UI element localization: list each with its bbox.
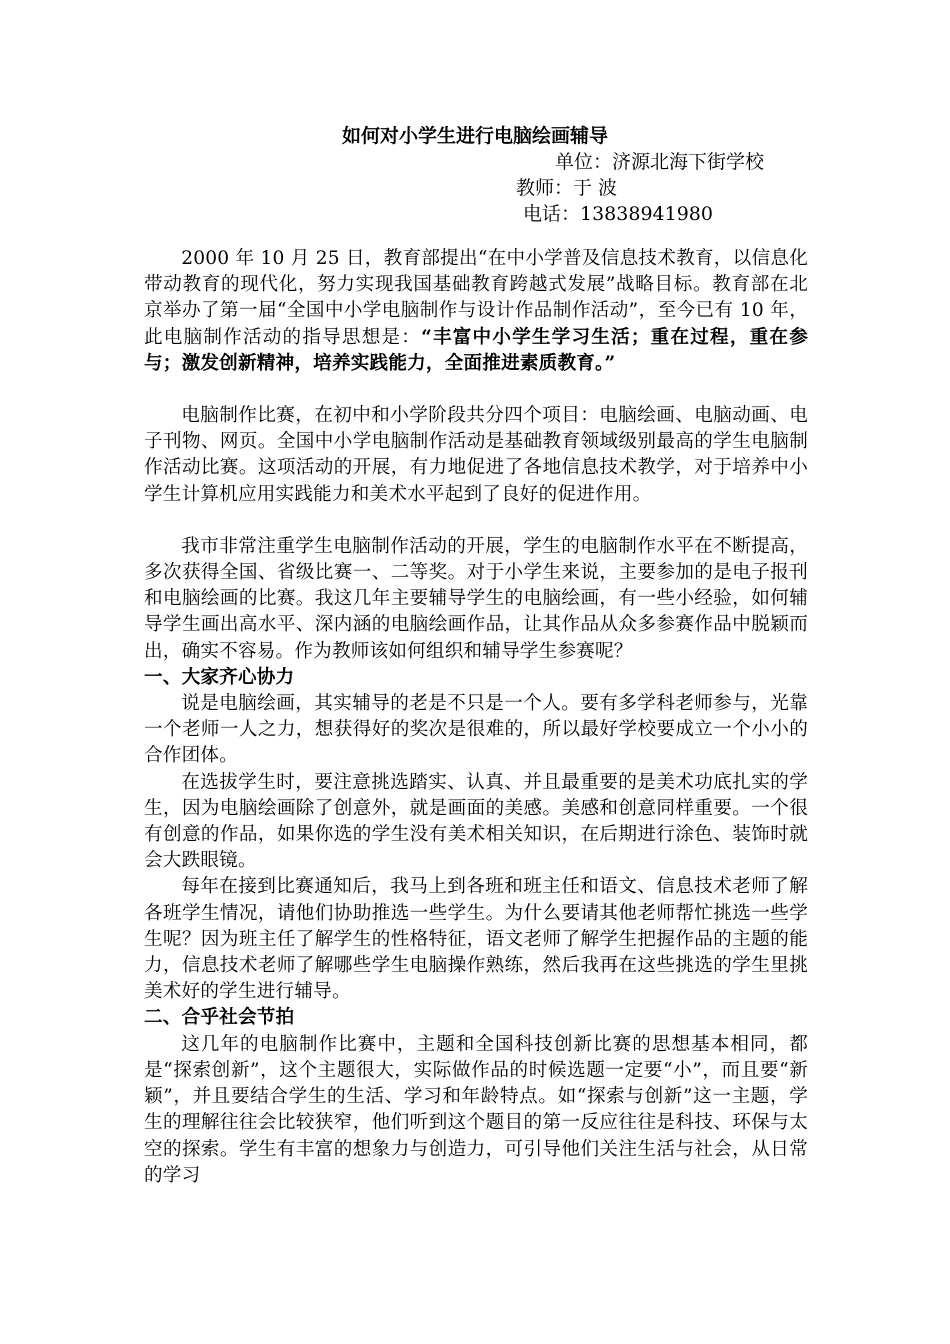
paragraph-gap — [144, 377, 808, 403]
section-heading-1: 一、大家齐心协力 — [144, 666, 295, 688]
paragraph-gap — [144, 508, 808, 534]
document-title: 如何对小学生进行电脑绘画辅导 — [341, 125, 608, 147]
author-teacher: 教师：于 波 — [516, 177, 618, 199]
section-heading-2: 二、合乎社会节拍 — [144, 1007, 295, 1029]
author-phone: 电话：13838941980 — [523, 203, 713, 225]
paragraph-selection: 在选拔学生时，要注意挑选踏实、认真、并且最重要的是美术功底扎实的学生，因为电脑绘画除了创意外，就是画面的美感。美感和创意同样重要。一个很有创意的作品，如果你选的学生没有美术相关知识，在后期进行涂色、装饰时就会大跌眼镜。 — [144, 771, 808, 872]
paragraph-competition: 电脑制作比赛，在初中和小学阶段共分四个项目：电脑绘画、电脑动画、电子刊物、网页。全国中小学电脑制作活动是基础教育领域级别最高的学生电脑制作活动比赛。这项活动的开展，有力地促进了各地信息技术教学，对于培养中小学生计算机应用实践能力和美术水平起到了良好的促进作用。 — [144, 405, 808, 505]
paragraph-intro — [144, 246, 808, 377]
guiding-principle-quote: “丰富中小学生学习生活；重在过程，重在参与；激发创新精神，培养实践能力，全面推进素质教育。” — [144, 326, 808, 374]
paragraph-team: 说是电脑绘画，其实辅导的老是不只是一个人。要有多学科老师参与，光靠一个老师一人之力，想获得好的奖次是很难的，所以最好学校要成立一个小小的合作团体。 — [144, 693, 808, 767]
document-body — [144, 246, 808, 1189]
paragraph-theme: 这几年的电脑制作比赛中，主题和全国科技创新比赛的思想基本相同，都是“探索创新”，这个主题很大，实际做作品的时候选题一定要“小”，而且要“新颖”，并且要结合学生的生活、学习和年龄特点。如“探索与创新”这一主题，学生的理解往往会比较狭窄，他们听到这个题目的第一反应往往是科技、环保与太空的探索。学生有丰富的想象力与创造力，可引导他们关注生活与社会，从日常的学习 — [144, 1033, 808, 1186]
paragraph-city: 我市非常注重学生电脑制作活动的开展，学生的电脑制作水平在不断提高，多次获得全国、省级比赛一、二等奖。对于小学生来说，主要参加的是电子报刊和电脑绘画的比赛。我这几年主要辅导学生的电脑绘画，有一些小经验，如何辅导学生画出高水平、深内涵的电脑绘画作品，让其作品从众多参赛作品中脱颖而出，确实不容易。作为教师该如何组织和辅导学生参赛呢？ — [144, 535, 808, 662]
paragraph-notice: 每年在接到比赛通知后，我马上到各班和班主任和语文、信息技术老师了解各班学生情况，请他们协助推选一些学生。为什么要请其他老师帮忙挑选一些学生呢？因为班主任了解学生的性格特征，语文老师了解学生把握作品的主题的能力，信息技术老师了解哪些学生电脑操作熟练，然后我再在这些挑选的学生里挑美术好的学生进行辅导。 — [144, 876, 808, 1003]
author-unit: 单位：济源北海下街学校 — [555, 151, 765, 173]
paragraph-intro-text: 2000 年 10 月 25 日，教育部提出“在中小学普及信息技术教育，以信息化带动教育的现代化，努力实现我国基础教育跨越式发展”战略目标。教育部在北京举办了第一届“全国中小学电脑制作与设计作品制作活动”，至今已有 10 年，此电脑制作活动的指导思想是： — [144, 248, 808, 348]
